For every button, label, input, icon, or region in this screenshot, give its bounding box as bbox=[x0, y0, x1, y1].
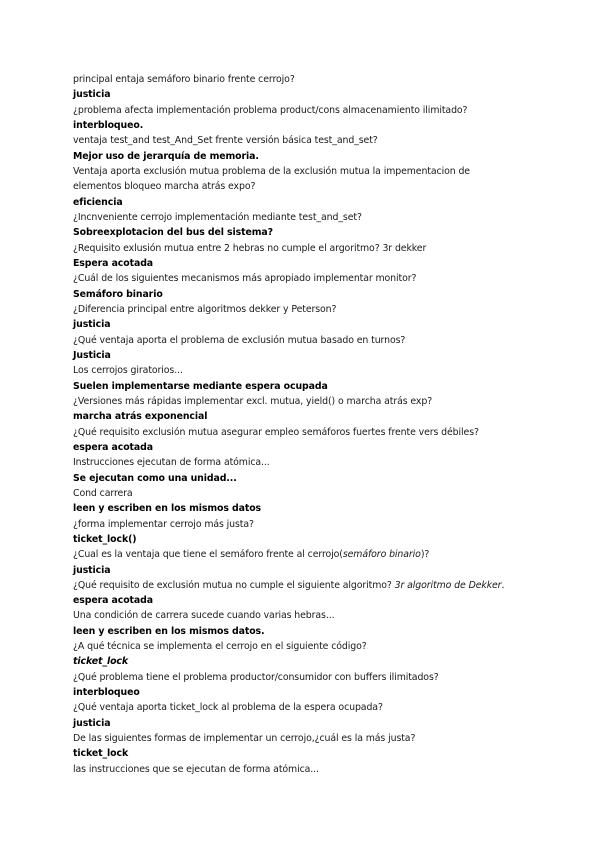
question-line bbox=[73, 455, 543, 470]
question-text: principal entaja semáforo binario frente cerrojo? bbox=[73, 74, 295, 85]
question-line bbox=[73, 210, 543, 225]
answer-text: justicia bbox=[73, 564, 111, 576]
question-text: ¿Versiones más rápidas implementar excl. mutua, yield() o marcha atrás exp? bbox=[73, 395, 433, 407]
question-line bbox=[73, 670, 543, 685]
question-text: ¿Requisito exlusión mutua entre 2 hebras no cumple el argoritmo? 3r dekker bbox=[73, 242, 427, 254]
question-line bbox=[73, 103, 543, 118]
answer-line bbox=[73, 440, 543, 455]
question-text: ¿Qué problema tiene el problema productor/consumidor con buffers ilimitados? bbox=[73, 671, 439, 683]
question-text: ¿Qué ventaja aporta ticket_lock al problema de la espera ocupada? bbox=[73, 702, 383, 714]
answer-text: Suelen implementarse mediante espera ocupada bbox=[73, 380, 328, 392]
answer-line bbox=[73, 409, 543, 424]
answer-text: justicia bbox=[73, 319, 111, 331]
question-text: ¿Qué ventaja aporta el problema de exclusión mutua basado en turnos? bbox=[73, 334, 406, 346]
answer-line bbox=[73, 716, 543, 731]
question-line bbox=[73, 394, 543, 409]
answer-line bbox=[73, 654, 543, 669]
question-text: Los cerrojos giratorios... bbox=[73, 365, 183, 377]
question-text: ¿Diferencia principal entre algoritmos dekker y Peterson? bbox=[73, 303, 337, 315]
question-text: 3r algoritmo de Dekker bbox=[394, 579, 502, 591]
answer-line bbox=[73, 317, 543, 332]
answer-text: justicia bbox=[73, 717, 111, 729]
answer-line bbox=[73, 471, 543, 486]
question-text: semáforo binario bbox=[342, 549, 421, 561]
question-text: Una condición de carrera sucede cuando varias hebras... bbox=[73, 610, 335, 622]
question-text: ¿forma implementar cerrojo más justa? bbox=[73, 518, 254, 530]
answer-line bbox=[73, 149, 543, 164]
question-text: ¿Cuál de los siguientes mecanismos más apropiado implementar monitor? bbox=[73, 273, 417, 285]
answer-line bbox=[73, 379, 543, 394]
answer-line bbox=[73, 563, 543, 578]
document-page bbox=[73, 72, 543, 777]
question-text: . bbox=[501, 579, 505, 591]
question-text: ¿Qué requisito de exclusión mutua no cumple el siguiente algoritmo? bbox=[73, 579, 395, 591]
answer-line bbox=[73, 348, 543, 363]
question-line bbox=[73, 302, 543, 317]
answer-text: espera acotada bbox=[73, 441, 153, 453]
question-line bbox=[73, 517, 543, 532]
question-line bbox=[73, 639, 543, 654]
answer-text: Semáforo binario bbox=[73, 288, 163, 300]
answer-line bbox=[73, 195, 543, 210]
answer-line bbox=[73, 256, 543, 271]
answer-text: Sobreexplotacion del bus del sistema? bbox=[73, 227, 273, 239]
answer-text: interbloqueo bbox=[73, 687, 140, 699]
question-line bbox=[73, 608, 543, 623]
question-text: ¿Qué requisito exclusión mutua asegurar empleo semáforos fuertes frente vers débiles? bbox=[73, 426, 479, 438]
answer-line bbox=[73, 746, 543, 761]
question-text: Cond carrera bbox=[73, 487, 133, 499]
answer-text: leen y escriben en los mismos datos bbox=[73, 503, 262, 515]
answer-line bbox=[73, 593, 543, 608]
question-text: ¿problema afecta implementación problema product/cons almacenamiento ilimitado? bbox=[73, 104, 468, 116]
answer-line bbox=[73, 287, 543, 302]
question-text: ¿A qué técnica se implementa el cerrojo en el siguiente código? bbox=[73, 641, 367, 653]
question-line bbox=[73, 486, 543, 501]
answer-line bbox=[73, 624, 543, 639]
question-line bbox=[73, 700, 543, 715]
question-line bbox=[73, 363, 543, 378]
question-text: ¿Cual es la ventaja que tiene el semáforo frente al cerrojo( bbox=[73, 549, 343, 561]
question-text: Ventaja aporta exclusión mutua problema de la exclusión mutua la impementacion de bbox=[73, 165, 470, 177]
answer-text: marcha atrás exponencial bbox=[73, 411, 208, 423]
question-line bbox=[73, 164, 543, 179]
question-text: las instrucciones que se ejecutan de forma atómica... bbox=[73, 763, 319, 775]
answer-line bbox=[73, 685, 543, 700]
answer-text: ticket_lock() bbox=[73, 533, 137, 545]
answer-line bbox=[73, 87, 543, 102]
answer-line bbox=[73, 532, 543, 547]
question-text: )? bbox=[420, 549, 430, 561]
answer-text: Mejor uso de jerarquía de memoria. bbox=[73, 150, 259, 162]
question-line bbox=[73, 333, 543, 348]
question-line bbox=[73, 72, 543, 87]
question-line bbox=[73, 731, 543, 746]
answer-text: justicia bbox=[73, 89, 111, 101]
question-text: ¿Incnveniente cerrojo implementación mediante test_and_set? bbox=[73, 211, 362, 223]
answer-text: interbloqueo. bbox=[73, 119, 144, 131]
question-line bbox=[73, 547, 543, 562]
answer-text: Se ejecutan como una unidad... bbox=[73, 472, 237, 484]
answer-text: Justicia bbox=[73, 349, 111, 361]
question-text: De las siguientes formas de implementar un cerrojo,¿cuál es la más justa? bbox=[73, 733, 416, 745]
question-line bbox=[73, 762, 543, 777]
question-line bbox=[73, 241, 543, 256]
answer-text: ticket_lock bbox=[73, 656, 129, 668]
answer-text: ticket_lock bbox=[73, 748, 129, 760]
answer-text: eficiencia bbox=[73, 196, 123, 208]
answer-line bbox=[73, 118, 543, 133]
question-text: Instrucciones ejecutan de forma atómica... bbox=[73, 457, 270, 469]
answer-line bbox=[73, 225, 543, 240]
question-text: elementos bloqueo marcha atrás expo? bbox=[73, 181, 256, 193]
answer-line bbox=[73, 501, 543, 516]
question-text: ventaja test_and test_And_Set frente versión básica test_and_set? bbox=[73, 135, 378, 147]
question-line bbox=[73, 578, 543, 593]
question-line bbox=[73, 425, 543, 440]
answer-text: leen y escriben en los mismos datos. bbox=[73, 625, 265, 637]
answer-text: Espera acotada bbox=[73, 257, 154, 269]
answer-text: espera acotada bbox=[73, 595, 153, 607]
question-line bbox=[73, 133, 543, 148]
question-line bbox=[73, 271, 543, 286]
question-line bbox=[73, 179, 543, 194]
